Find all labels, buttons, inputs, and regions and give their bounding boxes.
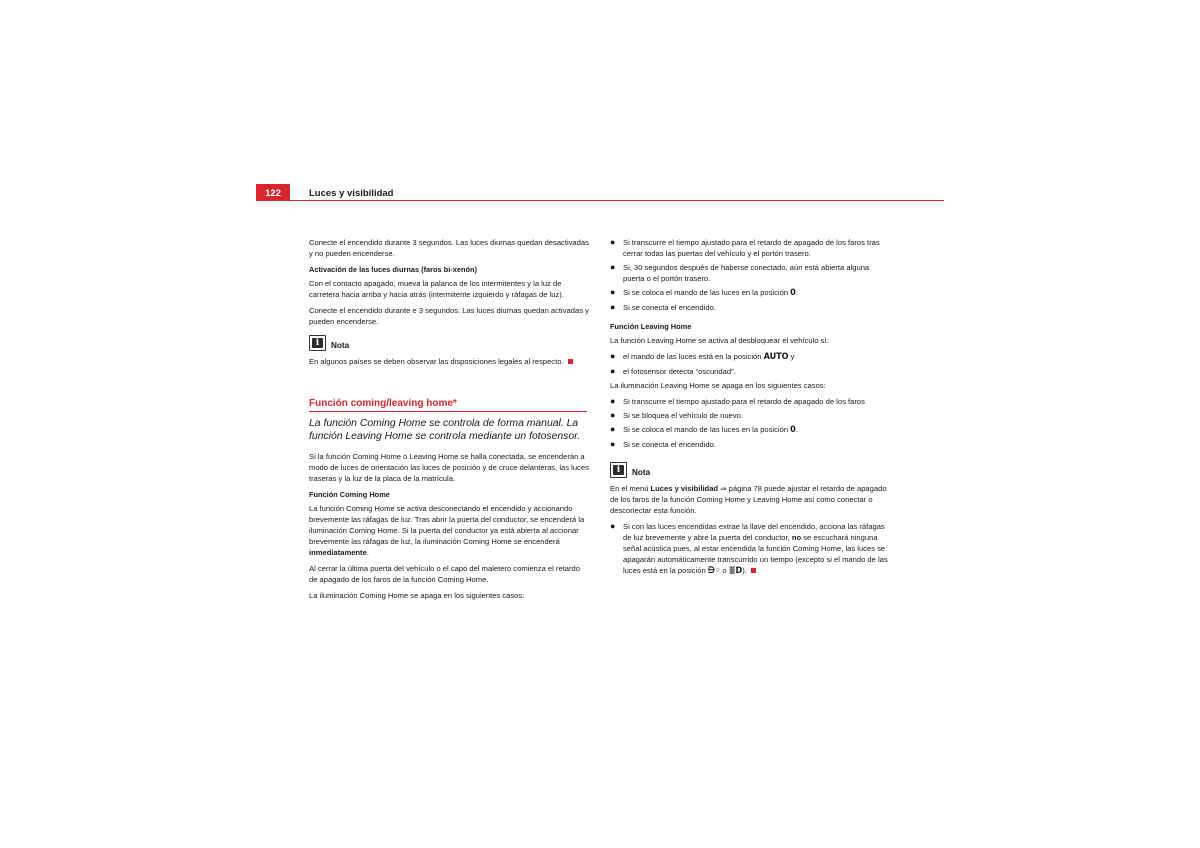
page-number: 122: [256, 184, 290, 201]
list-item: ● Si con las luces encendidas extrae la llave del encendido, acciona las ráfagas de luz brevemente y abre la puerta del conductor, no se escuchará ninguna señal acústica pues, al estar encendida la función Coming Home, las luces se apagarán automáticamente transcurrido un tiempo (excepto si el mando de las luces está en la posición ⋻◦ o ≣D).: [610, 521, 888, 576]
bullet-icon: ●: [610, 521, 616, 531]
paragraph: Conecte el encendido durante e 3 segundos. Las luces diurnas quedan activadas y pueden encenderse.: [309, 306, 589, 326]
subheading-daytime-lights-activation: Activación de las luces diurnas (faros bi-xenón): [309, 265, 477, 274]
light-switch-off-symbol: 0: [790, 425, 796, 435]
bullet-icon: ●: [610, 302, 616, 312]
paragraph: Con el contacto apagado, mueva la palanca de los intermitentes y la luz de carretera hacia arriba y hacia atrás (intermitente izquierdo y ráfagas de luz).: [309, 279, 564, 299]
list-item: ● Si transcurre el tiempo ajustado para el retardo de apagado de los faros tras cerrar todas las puertas del vehículo y el portón trasero.: [610, 237, 880, 258]
info-icon: i: [309, 335, 326, 351]
section-title-coming-leaving-home: Función coming/leaving home*: [309, 398, 457, 409]
list-item: ● Si se coloca el mando de las luces en la posición 0.: [610, 287, 798, 298]
bullet-icon: ●: [610, 439, 616, 449]
header-section-title: Luces y visibilidad: [309, 188, 394, 199]
bullet-icon: ●: [610, 396, 616, 406]
section-end-marker: [751, 568, 756, 573]
light-switch-auto-symbol: AUTO: [763, 352, 789, 362]
note-text: En algunos países se deben observar las disposiciones legales al respecto.: [309, 356, 589, 367]
list-item: ● Si se bloquea el vehículo de nuevo.: [610, 410, 743, 420]
note-header: [309, 335, 589, 353]
list-item: ● Si se conecta el encendido.: [610, 439, 716, 449]
subheading-coming-home: Función Coming Home: [309, 490, 390, 499]
list-item: ● Si se coloca el mando de las luces en la posición 0.: [610, 424, 798, 435]
subheading-leaving-home: Función Leaving Home: [610, 322, 692, 331]
bullet-icon: ●: [610, 424, 616, 434]
section-rule: [309, 411, 587, 412]
paragraph: Conecte el encendido durante 3 segundos. Las luces diurnas quedan desactivadas y no pueden encenderse.: [309, 238, 589, 258]
bullet-icon: ●: [610, 410, 616, 420]
parking-light-icon: ⋻◦: [707, 566, 721, 576]
bullet-icon: ●: [610, 351, 616, 361]
paragraph: Si la función Coming Home o Leaving Home se halla conectada, se encenderán a modo de luces de orientación las luces de posición y de cruce delanteras, las luces traseras y la luz de la placa de la matrícula.: [309, 452, 589, 483]
note-header: [610, 462, 890, 480]
section-end-marker: [568, 359, 573, 364]
list-item: ● el mando de las luces está en la posición AUTO y: [610, 351, 795, 362]
list-item: ● Si transcurre el tiempo ajustado para el retardo de apagado de los faros: [610, 396, 865, 406]
note-label: Nota: [632, 468, 651, 477]
right-column: [610, 237, 890, 580]
note-text: En el menú Luces y visibilidad ⇒ página 78 puede ajustar el retardo de apagado de los faros de la función Coming Home y Leaving Home así como conectar o desconectar esta función.: [610, 484, 887, 515]
list-item: ● Si se conecta el encendido.: [610, 302, 716, 312]
light-switch-off-symbol: 0: [790, 288, 796, 298]
bullet-icon: ●: [610, 237, 616, 247]
paragraph: La función Coming Home se activa desconectando el encendido y accionando brevemente las ráfagas de luz. Tras abrir la puerta del conductor, se encenderá la iluminación Coming Home. Si la puerta del conductor ya está abierta al accionar brevemente las ráfagas de luz, la iluminación Coming Home se encenderá inmediatamente.: [309, 504, 585, 557]
bullet-icon: ●: [610, 366, 616, 376]
bullet-icon: ●: [610, 287, 616, 297]
low-beam-icon: ≣D: [728, 566, 743, 576]
paragraph: La iluminación Leaving Home se apaga en los siguientes casos:: [610, 381, 826, 390]
left-column: [309, 237, 589, 606]
info-icon: i: [610, 462, 627, 478]
note-label: Nota: [331, 341, 350, 350]
header-rule: [256, 200, 944, 201]
paragraph: La iluminación Coming Home se apaga en los siguientes casos:: [309, 591, 525, 600]
lead-paragraph: La función Coming Home se controla de forma manual. La función Leaving Home se controla mediante un fotosensor.: [309, 418, 581, 442]
page-header: [256, 184, 944, 202]
list-item: ● Si, 30 segundos después de haberse conectado, aún está abierta alguna puerta o el portón trasero.: [610, 262, 870, 283]
paragraph: Al cerrar la última puerta del vehículo o el capó del maletero comienza el retardo de apagado de los faros de la función Coming Home.: [309, 564, 580, 584]
list-item: ● el fotosensor detecta “oscuridad”.: [610, 366, 736, 376]
bullet-icon: ●: [610, 262, 616, 272]
paragraph: La función Leaving Home se activa al desbloquear el vehículo si:: [610, 336, 829, 345]
